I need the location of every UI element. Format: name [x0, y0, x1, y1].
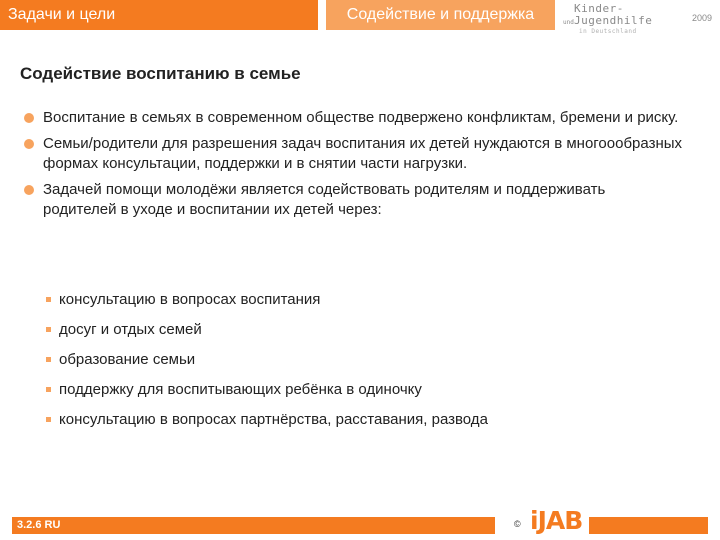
tab-separator — [318, 0, 326, 30]
sub-bullet-text: досуг и отдых семей — [59, 321, 202, 338]
bullet-text: Задачей помощи молодёжи является содействовать родителям и поддерживать родителей в уходе и воспитании их детей через: — [43, 181, 606, 218]
square-bullet-icon — [46, 297, 51, 302]
square-bullet-icon — [46, 357, 51, 362]
logo-line2: Jugendhilfe — [574, 14, 653, 27]
tab-support: Содействие и поддержка — [326, 0, 555, 30]
bullet-dot-icon — [24, 185, 34, 195]
sub-bullet-text: образование семьи — [59, 351, 196, 368]
ijab-logo — [495, 505, 589, 538]
bullet-dot-icon — [24, 139, 34, 149]
sub-bullet-item — [46, 410, 566, 429]
slide-code: 3.2.6 RU — [17, 519, 61, 531]
sub-bullet-item — [46, 290, 566, 309]
sub-bullet-text: консультацию в вопросах воспитания — [59, 291, 321, 308]
sub-bullet-text: консультацию в вопросах партнёрства, расставания, развода — [59, 411, 488, 428]
year-label: 2009 — [692, 13, 713, 23]
main-bullet-list — [22, 108, 682, 226]
sub-bullet-text: поддержку для воспитывающих ребёнка в одиночку — [59, 381, 422, 398]
bullet-text: Воспитание в семьях в современном обществе подвержено конфликтам, бремени и риску. — [43, 109, 679, 126]
ijab-brand-text: iJAB — [530, 506, 583, 535]
copyright-symbol: © — [514, 519, 521, 529]
square-bullet-icon — [46, 417, 51, 422]
footer-bar — [12, 517, 708, 534]
logo-line3: in Deutschland — [579, 28, 637, 35]
sub-bullet-item — [46, 320, 566, 339]
sub-bullet-list — [46, 290, 566, 440]
bullet-dot-icon — [24, 113, 34, 123]
bullet-item — [22, 180, 682, 220]
bullet-text: Семьи/родители для разрешения задач воспитания их детей нуждаются в многоообразных формах консультации, поддержки и в снятии части нагрузки. — [43, 135, 683, 172]
sub-bullet-item — [46, 380, 566, 399]
square-bullet-icon — [46, 387, 51, 392]
bullet-item — [22, 134, 682, 174]
header-bar — [0, 0, 555, 30]
logo-line1: Kinder- — [574, 2, 624, 15]
tab-goals: Задачи и цели — [0, 0, 318, 30]
kinder-jugendhilfe-logo — [563, 2, 681, 38]
sub-bullet-item — [46, 350, 566, 369]
bullet-item — [22, 108, 682, 128]
logo-und: und — [563, 19, 574, 26]
square-bullet-icon — [46, 327, 51, 332]
page-title: Содействие воспитанию в семье — [20, 64, 301, 83]
